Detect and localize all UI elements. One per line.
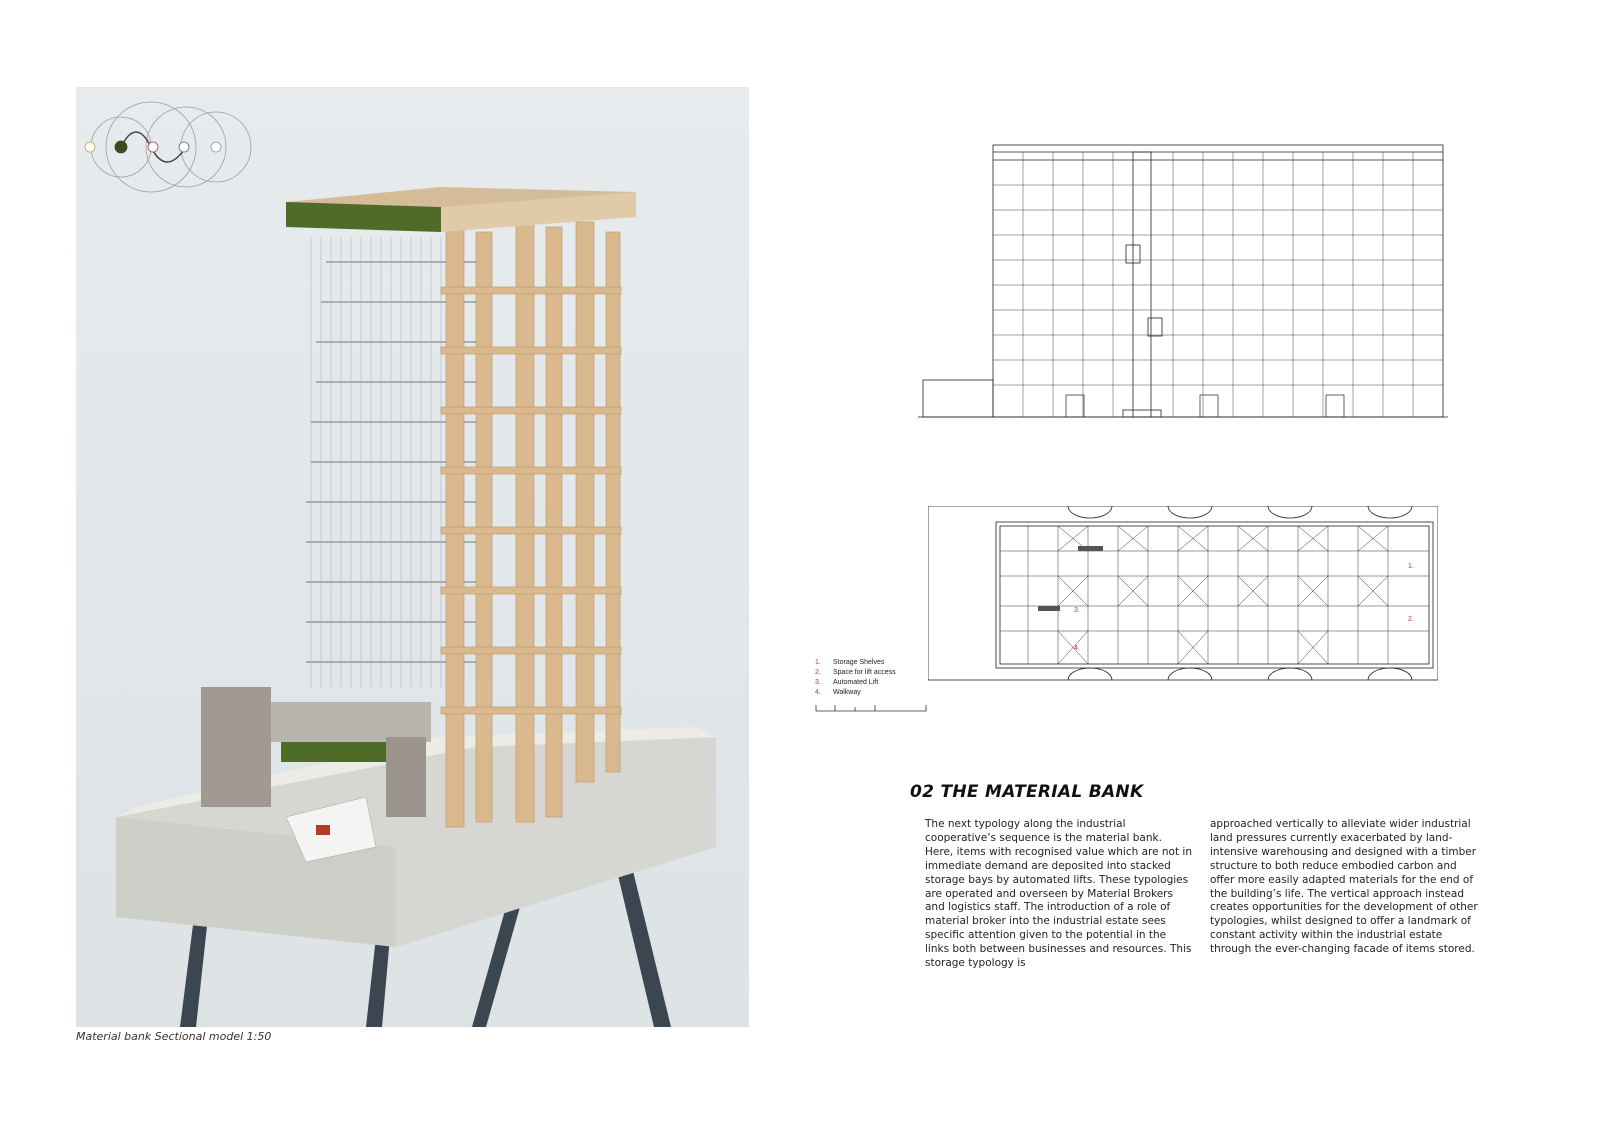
photo-caption: Material bank Sectional model 1:50 [76, 1030, 272, 1043]
sequence-circles-icon [85, 102, 251, 192]
legend-item [815, 658, 896, 668]
legend-item [815, 668, 896, 678]
legend-item [815, 688, 896, 698]
legend-label: Storage Shelves [833, 659, 885, 666]
legend-number: 1. [815, 659, 821, 666]
body-text-column-2: approached vertically to alleviate wider industrial land pressures currently exacerbated by land-intensive warehousing and designed with a timber structure to both reduce embodied carbon and offer more easily adapted materials for the end of the building’s life. The vertical approach instead creates opportunities for the development of other typologies, whilst designed to offer a landmark of constant activity within the industrial estate through the ever-changing facade of items stored. [1210, 818, 1478, 956]
legend-number: 4. [815, 689, 821, 696]
plan-bays [1000, 526, 1429, 664]
model-illustration [76, 87, 749, 1027]
legend-label: Space for lift access [833, 669, 896, 676]
plan-marker-1: 1. [1408, 563, 1414, 570]
floor-plan-drawing [928, 506, 1438, 690]
legend-number: 2. [815, 669, 821, 676]
elevation-grid [993, 152, 1443, 417]
legend-number: 3. [815, 679, 821, 686]
legend-label: Walkway [833, 689, 861, 696]
elevation-drawing [918, 140, 1448, 434]
scale-bar [815, 703, 927, 713]
plan-legend [815, 658, 896, 698]
body-text-column-1: The next typology along the industrial cooperative’s sequence is the material bank. Here, items with recognised value which are not in immediate demand are deposited into stacked storage bays by automated lifts. These typologies are operated and overseen by Material Brokers and logistics staff. The introduction of a role of material broker into the industrial estate sees specific attention given to the potential in the links both between businesses and resources. This storage typology is [925, 818, 1193, 970]
section-title: 02 THE MATERIAL BANK [910, 782, 1144, 802]
model-photo [76, 87, 749, 1027]
plan-marker-3: 3. [1074, 607, 1080, 614]
legend-item [815, 678, 896, 688]
plan-marker-2: 2. [1408, 616, 1414, 623]
legend-label: Automated Lift [833, 679, 879, 686]
plan-marker-4: 4. [1074, 645, 1080, 652]
